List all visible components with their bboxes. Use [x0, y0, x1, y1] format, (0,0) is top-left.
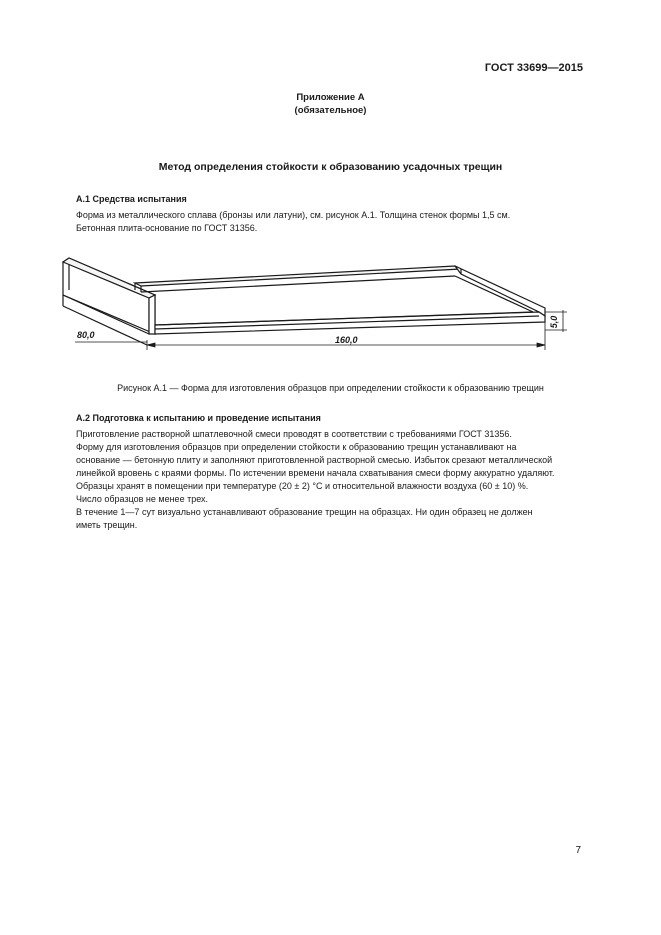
mold-drawing [63, 258, 545, 345]
dim-width-label: 80,0 [77, 330, 95, 340]
standard-code: ГОСТ 33699—2015 [484, 62, 583, 74]
dim-arrow-left [147, 343, 155, 347]
section-a2-line-2: Форму для изготовления образцов при определении стойкости к образованию трещин устанавливают на [76, 442, 517, 452]
section-a2-line-3: основание — бетонную плиту и заполняют приготовленной растворной смесью. Избыток срезают металлической [76, 455, 553, 465]
section-a1-heading: А.1 Средства испытания [76, 194, 187, 204]
page-number: 7 [575, 845, 581, 856]
mold-front-wall [63, 258, 155, 334]
section-a2-line-8: иметь трещин. [76, 520, 138, 530]
mold-back-wall [135, 266, 461, 286]
mold-right-wall [455, 266, 545, 316]
dim-arrow-right [537, 343, 545, 347]
annex-status: (обязательное) [294, 105, 367, 116]
section-a2-heading: А.2 Подготовка к испытанию и проведение испытания [76, 413, 321, 423]
mold-figure [55, 250, 595, 360]
figure-caption: Рисунок А.1 — Форма для изготовления образцов при определении стойкости к образованию трещин [117, 383, 544, 393]
main-title: Метод определения стойкости к образованию усадочных трещин [158, 161, 503, 173]
dim-length-label: 160,0 [335, 335, 358, 345]
annex-title: Приложение А [296, 92, 365, 103]
section-a2-line-5: Образцы хранят в помещении при температуре (20 ± 2) °С и относительной влажности воздуха (60 ± 10) %. [76, 481, 529, 491]
section-a2-line-6: Число образцов не менее трех. [76, 494, 209, 504]
section-a2-line-1: Приготовление растворной шпатлевочной смеси проводят в соответствии с требованиями ГОСТ 31356. [76, 429, 512, 439]
section-a2-line-7: В течение 1—7 сут визуально устанавливают образование трещин на образцах. Ни один образец не должен [76, 507, 533, 517]
section-a2-line-4: линейкой вровень с краями формы. По истечении времени начала схватывания смеси форму аккуратно удаляют. [76, 468, 555, 478]
dim-height-label: 5,0 [549, 315, 559, 329]
section-a1-line-2: Бетонная плита-основание по ГОСТ 31356. [76, 223, 258, 233]
section-a1-line-1: Форма из металлического сплава (бронзы или латуни), см. рисунок А.1. Толщина стенок формы 1,5 см. [76, 210, 511, 220]
